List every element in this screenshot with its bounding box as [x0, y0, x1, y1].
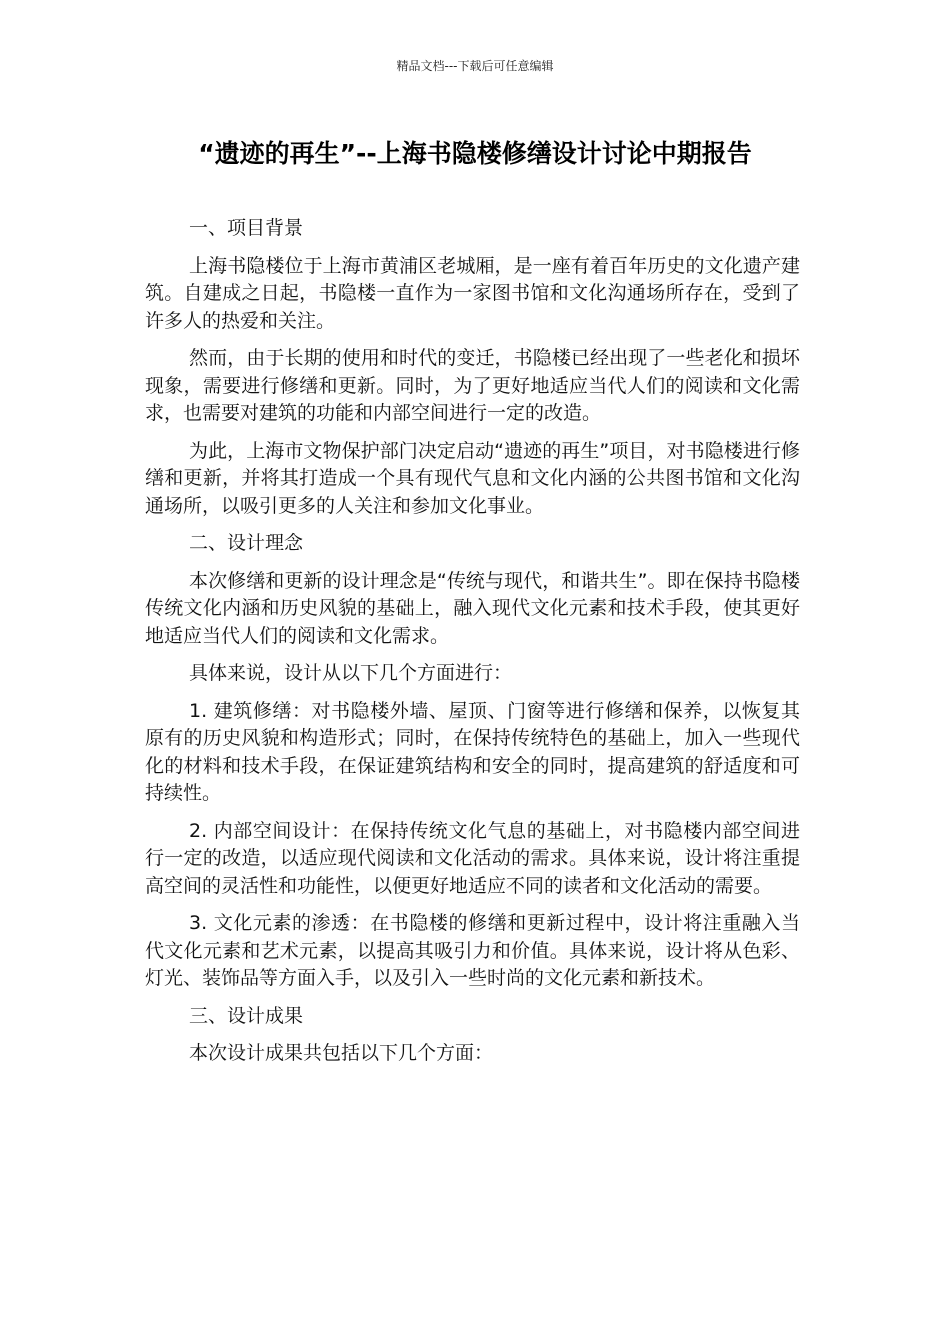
section-heading-design-concept: 二、设计理念 — [189, 532, 304, 554]
paragraph-background-3: 为此，上海市文物保护部门决定启动“遗迹的再生”项目，对书隐楼进行修缮和更新，并将其打造成一个具有现代气息和文化内涵的公共图书馆和文化沟通场所，以吸引更多的人关注和参加文化事业。 — [145, 439, 800, 517]
document-body — [145, 215, 800, 1078]
paragraph-design-aspects-intro: 具体来说，设计从以下几个方面进行： — [189, 662, 513, 684]
paragraph-background-2: 然而，由于长期的使用和时代的变迁，书隐楼已经出现了一些老化和损坏现象，需要进行修缮和更新。同时，为了更好地适应当代人们的阅读和文化需求，也需要对建筑的功能和内部空间进行一定的改造。 — [145, 347, 800, 424]
section-heading-design-results: 三、设计成果 — [189, 1004, 304, 1027]
paragraph-background-1: 上海书隐楼位于上海市黄浦区老城厢，是一座有着百年历史的文化遗产建筑。自建成之日起，书隐楼一直作为一家图书馆和文化沟通场所存在，受到了许多人的热爱和关注。 — [145, 254, 800, 332]
list-item-cultural-elements: 3. 文化元素的渗透：在书隐楼的修缮和更新过程中，设计将注重融入当代文化元素和艺术元素，以提高其吸引力和价值。具体来说，设计将从色彩、灯光、装饰品等方面入手，以及引入一些时尚的文化元素和新技术。 — [145, 912, 800, 989]
section-heading-background: 一、项目背景 — [189, 217, 304, 239]
list-item-building-repair: 1. 建筑修缮：对书隐楼外墙、屋顶、门窗等进行修缮和保养，以恢复其原有的历史风貌和构造形式；同时，在保持传统特色的基础上，加入一些现代化的材料和技术手段，在保证建筑结构和安全的同时，提高建筑的舒适度和可持续性。 — [145, 699, 800, 804]
page-header-note: 精品文档---下载后可任意编辑 — [396, 59, 554, 73]
document-title: “遗迹的再生”--上海书隐楼修缮设计讨论中期报告 — [198, 139, 752, 168]
list-item-interior-design: 2. 内部空间设计：在保持传统文化气息的基础上，对书隐楼内部空间进行一定的改造，以适应现代阅读和文化活动的需求。具体来说，设计将注重提高空间的灵活性和功能性，以便更好地适应不同的读者和文化活动的需要。 — [145, 819, 800, 897]
paragraph-design-concept: 本次修缮和更新的设计理念是“传统与现代，和谐共生”。即在保持书隐楼传统文化内涵和历史风貌的基础上，融入现代文化元素和技术手段，使其更好地适应当代人们的阅读和文化需求。 — [145, 569, 800, 647]
paragraph-design-results-intro: 本次设计成果共包括以下几个方面： — [189, 1042, 494, 1064]
